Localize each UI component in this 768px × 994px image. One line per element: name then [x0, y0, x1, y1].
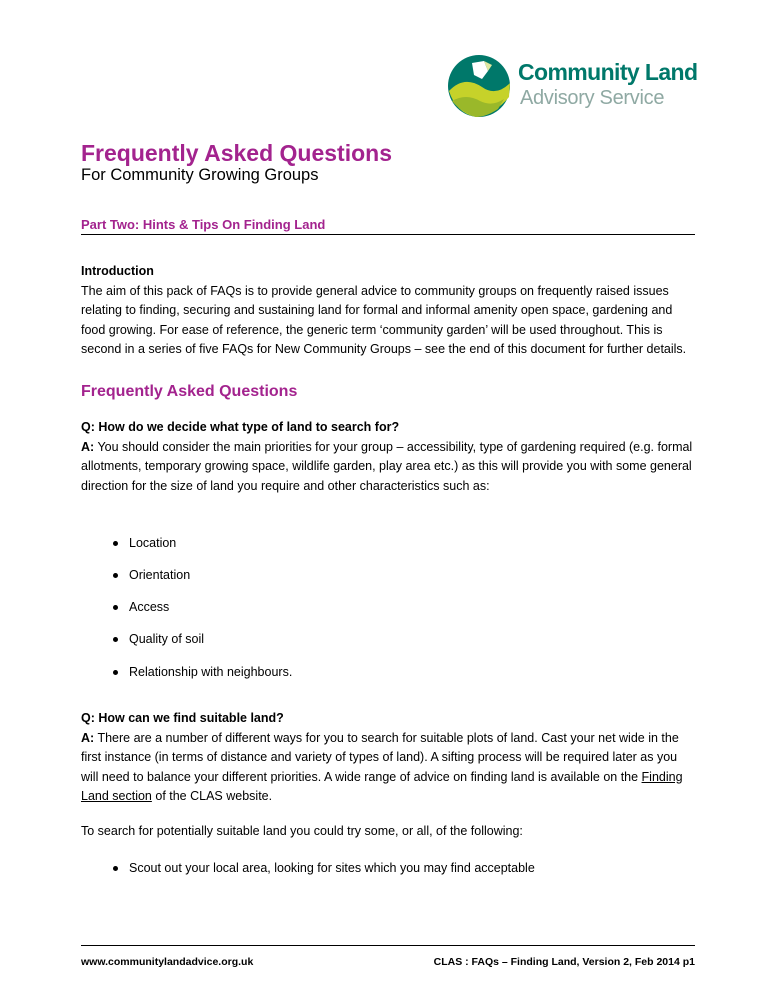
clas-logo [446, 53, 698, 119]
bullet-icon [113, 637, 118, 642]
answer-text-end: of the CLAS website. [151, 789, 273, 803]
faq-paragraph-2: To search for potentially suitable land you could try some, or all, of the following: [81, 824, 523, 838]
finding-land-link[interactable]: Finding Land section [81, 769, 683, 803]
faq-section-heading: Frequently Asked Questions [81, 383, 298, 400]
list-item-text: Access [129, 600, 170, 614]
list-item-text: Quality of soil [129, 632, 205, 646]
logo-text-primary: Community Land [518, 59, 698, 85]
page-subtitle: For Community Growing Groups [81, 166, 319, 184]
faq-answer-2 [81, 729, 693, 807]
list-item-text: Relationship with neighbours. [129, 665, 293, 679]
footer-website: www.communitylandadvice.org.uk [81, 956, 254, 968]
header-divider [81, 234, 695, 235]
bullet-icon [113, 541, 118, 546]
clas-logo-icon [446, 53, 514, 119]
faq-question-1: Q: How do we decide what type of land to search for? [81, 420, 400, 434]
answer-label: A: [81, 439, 95, 454]
list-item-text: Scout out your local area, looking for sites which you may find acceptable [129, 861, 535, 875]
intro-heading: Introduction [81, 264, 154, 278]
intro-paragraph: The aim of this pack of FAQs is to provide general advice to community groups on frequently raised issues relating to finding, securing and sustaining land for formal and informal amenity open space, gardening and food growing. For ease of reference, the generic term ‘community garden’ will be used throughout. This is second in a series of five FAQs for New Community Groups – see the end of this document for further details. [81, 283, 687, 356]
answer-label: A: [81, 730, 95, 745]
bullet-icon [113, 670, 118, 675]
footer-doc-info: CLAS : FAQs – Finding Land, Version 2, Feb 2014 p1 [433, 956, 695, 968]
page-title: Frequently Asked Questions [81, 140, 392, 166]
list-item-text: Location [129, 536, 177, 550]
faq-answer-1 [81, 438, 693, 497]
answer-text: There are a number of different ways for you to search for suitable plots of land. Cast your net wide in the first instance (in terms of distance and variety of types of land). A sifting process will be required later as you will need to balance your different priorities. A wide range of advice on finding land is available on the [81, 730, 679, 784]
faq-item-2 [81, 709, 693, 807]
bullet-icon [113, 573, 118, 578]
answer-text: You should consider the main priorities for your group – accessibility, type of gardening required (e.g. formal allotments, temporary growing space, wildlife garden, play area etc.) as this will provide you with some general direction for the size of land you require and other characteristics such as: [81, 439, 693, 493]
bullet-icon [113, 605, 118, 610]
part-heading: Part Two: Hints & Tips On Finding Land [81, 217, 326, 232]
faq-item-1 [81, 418, 693, 496]
intro-section [81, 262, 693, 360]
footer-divider [81, 945, 695, 946]
bullet-icon [113, 866, 118, 871]
logo-text-secondary: Advisory Service [520, 87, 665, 109]
faq-question-2: Q: How can we find suitable land? [81, 711, 284, 725]
list-item-text: Orientation [129, 568, 191, 582]
